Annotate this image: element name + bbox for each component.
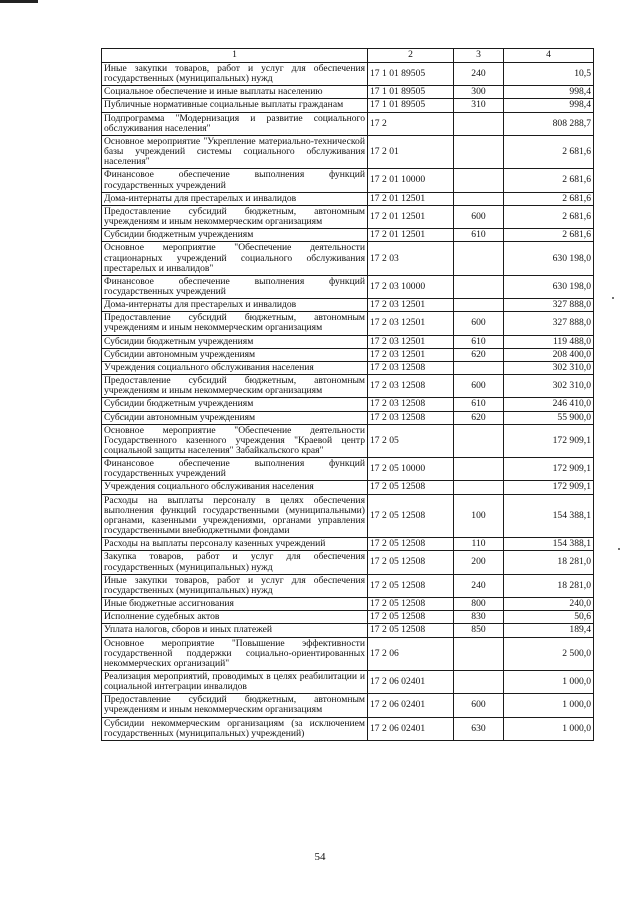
- row-code-cell: 17 2 05 12508: [368, 624, 454, 637]
- row-code-cell: 17 2: [368, 112, 454, 135]
- row-code-cell: 17 2 01 12501: [368, 205, 454, 228]
- row-name-cell: Дома-интернаты для престарелых и инвалидов: [102, 299, 368, 312]
- table-row: [102, 411, 594, 424]
- scan-speck: [612, 297, 614, 299]
- table-row: [102, 458, 594, 481]
- table-row: [102, 63, 594, 86]
- table-row: [102, 348, 594, 361]
- row-vr-cell: [454, 135, 504, 168]
- header-cell-sum: 4: [504, 49, 594, 63]
- row-sum-cell: 1 000,0: [504, 694, 594, 717]
- row-name-cell: Основное мероприятие "Повышение эффективности государственной поддержки социально-ориентированных некоммерческих организаций": [102, 637, 368, 670]
- row-sum-cell: 302 310,0: [504, 375, 594, 398]
- row-vr-cell: 830: [454, 611, 504, 624]
- table-row: [102, 624, 594, 637]
- row-sum-cell: 1 000,0: [504, 670, 594, 693]
- table-row: [102, 494, 594, 538]
- row-code-cell: 17 2 01: [368, 135, 454, 168]
- row-vr-cell: 240: [454, 63, 504, 86]
- table-row: [102, 361, 594, 374]
- table-row: [102, 398, 594, 411]
- row-sum-cell: 2 681,6: [504, 135, 594, 168]
- row-name-cell: Иные закупки товаров, работ и услуг для обеспечения государственных (муниципальных) нужд: [102, 574, 368, 597]
- row-name-cell: Финансовое обеспечение выполнения функций государственных учреждений: [102, 275, 368, 298]
- row-vr-cell: 600: [454, 205, 504, 228]
- row-vr-cell: [454, 481, 504, 494]
- scan-speck: [618, 548, 620, 550]
- row-sum-cell: 2 500,0: [504, 637, 594, 670]
- table-row: [102, 112, 594, 135]
- table-row: [102, 637, 594, 670]
- row-name-cell: Субсидии бюджетным учреждениям: [102, 335, 368, 348]
- row-vr-cell: [454, 275, 504, 298]
- table-header-row: [102, 49, 594, 63]
- row-code-cell: 17 2 05 12508: [368, 481, 454, 494]
- table-row: [102, 717, 594, 740]
- row-sum-cell: 998,4: [504, 99, 594, 112]
- row-code-cell: 17 2 05 12508: [368, 598, 454, 611]
- row-vr-cell: [454, 169, 504, 192]
- row-name-cell: Реализация мероприятий, проводимых в целях реабилитации и социальной интеграции инвалидов: [102, 670, 368, 693]
- row-name-cell: Субсидии некоммерческим организациям (за исключением государственных (муниципальных) учреждений): [102, 717, 368, 740]
- row-vr-cell: 600: [454, 694, 504, 717]
- row-sum-cell: 189,4: [504, 624, 594, 637]
- table-row: [102, 205, 594, 228]
- row-vr-cell: [454, 192, 504, 205]
- row-sum-cell: 2 681,6: [504, 169, 594, 192]
- row-vr-cell: 850: [454, 624, 504, 637]
- row-name-cell: Расходы на выплаты персоналу в целях обеспечения выполнения функций государственными (муниципальными) органами, казенными учреждениями, органами управления государственными внебюджетными фондами: [102, 494, 368, 538]
- table-row: [102, 86, 594, 99]
- table-row: [102, 670, 594, 693]
- budget-table: [101, 48, 594, 741]
- row-sum-cell: 55 900,0: [504, 411, 594, 424]
- row-code-cell: 17 2 03 10000: [368, 275, 454, 298]
- row-code-cell: 17 2 05 10000: [368, 458, 454, 481]
- row-code-cell: 17 2 03 12508: [368, 361, 454, 374]
- row-name-cell: Субсидии автономным учреждениям: [102, 348, 368, 361]
- row-name-cell: Социальное обеспечение и иные выплаты населению: [102, 86, 368, 99]
- row-code-cell: 17 2 06 02401: [368, 717, 454, 740]
- row-sum-cell: 2 681,6: [504, 205, 594, 228]
- row-name-cell: Основное мероприятие "Обеспечение деятельности Государственного казенного учреждения "Краевой центр социальной защиты населения" Забайкальского края": [102, 424, 368, 457]
- row-name-cell: Учреждения социального обслуживания населения: [102, 361, 368, 374]
- row-vr-cell: 600: [454, 375, 504, 398]
- budget-table-body: [102, 49, 594, 741]
- row-name-cell: Субсидии бюджетным учреждениям: [102, 398, 368, 411]
- row-code-cell: 17 2 06: [368, 637, 454, 670]
- row-sum-cell: 119 488,0: [504, 335, 594, 348]
- row-code-cell: 17 2 03: [368, 242, 454, 275]
- row-sum-cell: 1 000,0: [504, 717, 594, 740]
- row-code-cell: 17 2 03 12501: [368, 335, 454, 348]
- table-row: [102, 335, 594, 348]
- row-vr-cell: 600: [454, 312, 504, 335]
- row-code-cell: 17 2 05 12508: [368, 574, 454, 597]
- table-row: [102, 135, 594, 168]
- row-vr-cell: [454, 637, 504, 670]
- row-sum-cell: 246 410,0: [504, 398, 594, 411]
- table-row: [102, 551, 594, 574]
- row-vr-cell: 240: [454, 574, 504, 597]
- row-code-cell: 17 2 05 12508: [368, 494, 454, 538]
- row-name-cell: Дома-интернаты для престарелых и инвалидов: [102, 192, 368, 205]
- table-row: [102, 481, 594, 494]
- row-name-cell: Финансовое обеспечение выполнения функций государственных учреждений: [102, 169, 368, 192]
- row-code-cell: 17 2 03 12508: [368, 375, 454, 398]
- row-code-cell: 17 2 03 12508: [368, 398, 454, 411]
- row-sum-cell: 630 198,0: [504, 275, 594, 298]
- row-sum-cell: 327 888,0: [504, 299, 594, 312]
- row-name-cell: Иные закупки товаров, работ и услуг для обеспечения государственных (муниципальных) нужд: [102, 63, 368, 86]
- row-vr-cell: 610: [454, 229, 504, 242]
- table-row: [102, 242, 594, 275]
- table-row: [102, 169, 594, 192]
- table-row: [102, 229, 594, 242]
- row-vr-cell: [454, 424, 504, 457]
- row-vr-cell: 300: [454, 86, 504, 99]
- row-code-cell: 17 2 03 12501: [368, 348, 454, 361]
- row-sum-cell: 998,4: [504, 86, 594, 99]
- table-row: [102, 424, 594, 457]
- row-name-cell: Предоставление субсидий бюджетным, автономным учреждениям и иным некоммерческим организациям: [102, 205, 368, 228]
- row-code-cell: 17 2 01 12501: [368, 192, 454, 205]
- row-vr-cell: 610: [454, 335, 504, 348]
- row-sum-cell: 154 388,1: [504, 494, 594, 538]
- row-name-cell: Уплата налогов, сборов и иных платежей: [102, 624, 368, 637]
- row-sum-cell: 172 909,1: [504, 481, 594, 494]
- row-sum-cell: 240,0: [504, 598, 594, 611]
- row-vr-cell: 110: [454, 538, 504, 551]
- row-sum-cell: 302 310,0: [504, 361, 594, 374]
- row-code-cell: 17 2 05: [368, 424, 454, 457]
- row-vr-cell: 610: [454, 398, 504, 411]
- header-cell-name: 1: [102, 49, 368, 63]
- row-code-cell: 17 2 06 02401: [368, 694, 454, 717]
- table-row: [102, 99, 594, 112]
- row-sum-cell: 808 288,7: [504, 112, 594, 135]
- row-sum-cell: 208 400,0: [504, 348, 594, 361]
- row-sum-cell: 172 909,1: [504, 458, 594, 481]
- row-sum-cell: 630 198,0: [504, 242, 594, 275]
- row-vr-cell: 630: [454, 717, 504, 740]
- row-vr-cell: [454, 112, 504, 135]
- row-vr-cell: 200: [454, 551, 504, 574]
- row-name-cell: Закупка товаров, работ и услуг для обеспечения государственных (муниципальных) нужд: [102, 551, 368, 574]
- header-cell-code: 2: [368, 49, 454, 63]
- row-code-cell: 17 2 05 12508: [368, 551, 454, 574]
- row-vr-cell: 310: [454, 99, 504, 112]
- row-code-cell: 17 2 05 12508: [368, 611, 454, 624]
- scan-edge-mark: [0, 0, 38, 3]
- row-sum-cell: 18 281,0: [504, 574, 594, 597]
- row-vr-cell: [454, 361, 504, 374]
- row-name-cell: Финансовое обеспечение выполнения функций государственных учреждений: [102, 458, 368, 481]
- row-code-cell: 17 2 01 12501: [368, 229, 454, 242]
- table-row: [102, 538, 594, 551]
- table-row: [102, 312, 594, 335]
- row-sum-cell: 2 681,6: [504, 192, 594, 205]
- row-name-cell: Исполнение судебных актов: [102, 611, 368, 624]
- table-row: [102, 299, 594, 312]
- row-code-cell: 17 2 03 12501: [368, 312, 454, 335]
- row-name-cell: Предоставление субсидий бюджетным, автономным учреждениям и иным некоммерческим организациям: [102, 694, 368, 717]
- row-vr-cell: 620: [454, 411, 504, 424]
- table-row: [102, 375, 594, 398]
- page-number: 54: [314, 851, 326, 863]
- row-sum-cell: 172 909,1: [504, 424, 594, 457]
- row-name-cell: Субсидии бюджетным учреждениям: [102, 229, 368, 242]
- row-vr-cell: [454, 299, 504, 312]
- row-code-cell: 17 1 01 89505: [368, 63, 454, 86]
- row-name-cell: Основное мероприятие "Обеспечение деятельности стационарных учреждений социального обслуживания престарелых и инвалидов": [102, 242, 368, 275]
- table-row: [102, 192, 594, 205]
- row-name-cell: Публичные нормативные социальные выплаты гражданам: [102, 99, 368, 112]
- row-code-cell: 17 2 03 12501: [368, 299, 454, 312]
- row-name-cell: Расходы на выплаты персоналу казенных учреждений: [102, 538, 368, 551]
- row-code-cell: 17 2 01 10000: [368, 169, 454, 192]
- row-sum-cell: 154 388,1: [504, 538, 594, 551]
- row-sum-cell: 50,6: [504, 611, 594, 624]
- table-row: [102, 694, 594, 717]
- row-sum-cell: 2 681,6: [504, 229, 594, 242]
- row-code-cell: 17 1 01 89505: [368, 86, 454, 99]
- row-code-cell: 17 2 05 12508: [368, 538, 454, 551]
- row-vr-cell: 800: [454, 598, 504, 611]
- row-name-cell: Подпрограмма "Модернизация и развитие социального обслуживания населения": [102, 112, 368, 135]
- header-cell-vr: 3: [454, 49, 504, 63]
- row-vr-cell: [454, 458, 504, 481]
- table-row: [102, 275, 594, 298]
- row-sum-cell: 327 888,0: [504, 312, 594, 335]
- row-sum-cell: 18 281,0: [504, 551, 594, 574]
- row-vr-cell: [454, 242, 504, 275]
- row-code-cell: 17 2 03 12508: [368, 411, 454, 424]
- row-name-cell: Иные бюджетные ассигнования: [102, 598, 368, 611]
- row-name-cell: Учреждения социального обслуживания населения: [102, 481, 368, 494]
- row-vr-cell: [454, 670, 504, 693]
- row-name-cell: Предоставление субсидий бюджетным, автономным учреждениям и иным некоммерческим организациям: [102, 312, 368, 335]
- row-code-cell: 17 2 06 02401: [368, 670, 454, 693]
- row-vr-cell: 100: [454, 494, 504, 538]
- row-name-cell: Субсидии автономным учреждениям: [102, 411, 368, 424]
- row-name-cell: Основное мероприятие "Укрепление материально-технической базы учреждений системы социального обслуживания населения": [102, 135, 368, 168]
- table-row: [102, 611, 594, 624]
- table-row: [102, 598, 594, 611]
- row-sum-cell: 10,5: [504, 63, 594, 86]
- row-vr-cell: 620: [454, 348, 504, 361]
- row-name-cell: Предоставление субсидий бюджетным, автономным учреждениям и иным некоммерческим организациям: [102, 375, 368, 398]
- row-code-cell: 17 1 01 89505: [368, 99, 454, 112]
- table-row: [102, 574, 594, 597]
